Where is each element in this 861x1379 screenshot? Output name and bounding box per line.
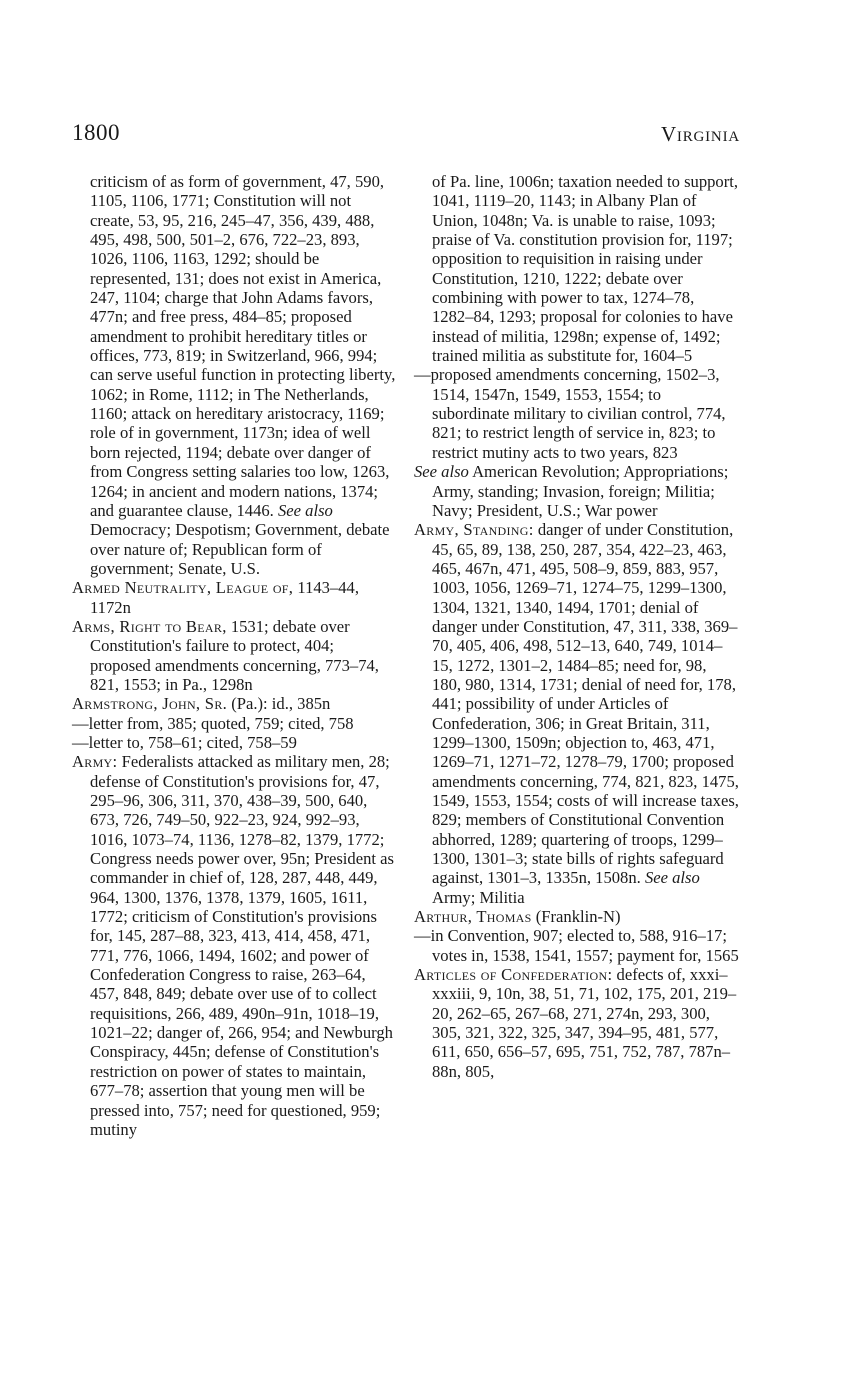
index-subentry: —letter to, 758–61; cited, 758–59 bbox=[72, 732, 297, 752]
see-also-text: Army; Militia bbox=[432, 887, 525, 907]
entry-heading: Army: bbox=[72, 752, 118, 772]
index-entry-continued bbox=[72, 172, 397, 578]
see-also-text: Democracy; Despotism; Government, debate over nature of; Republican form of government; Senate, U.S. bbox=[90, 520, 390, 578]
entry-heading: Arms, Right to Bear, bbox=[72, 616, 227, 636]
left-column bbox=[72, 172, 397, 1139]
page-number: 1800 bbox=[72, 120, 120, 145]
index-entry-army bbox=[72, 752, 397, 1139]
see-also-text: American Revolution; Appropriations; Army, standing; Invasion, foreign; Militia; Navy; President, U.S.; War power bbox=[432, 462, 729, 520]
index-entry-arthur bbox=[414, 907, 739, 926]
entry-text: (Pa.): id., 385n bbox=[231, 694, 331, 714]
page-header bbox=[72, 120, 740, 152]
see-also-label: See also bbox=[644, 868, 700, 888]
entry-text: defects of, xxxi–xxxiii, 9, 10n, 38, 51, 71, 102, 175, 201, 219–20, 262–65, 267–68, 271, 274n, 293, 300, 305, 321, 322, 325, 347, 394–95, 481, 577, 611, 650, 656–57, 695, 751, 752, 787, 787n–88n, 805, bbox=[432, 965, 737, 1081]
entry-heading: Army, Standing: bbox=[414, 520, 534, 540]
entry-heading: Articles of Confederation: bbox=[414, 965, 613, 985]
index-subentry: —in Convention, 907; elected to, 588, 916–17; votes in, 1538, 1541, 1557; payment for, 1565 bbox=[414, 926, 739, 965]
index-subentry: —proposed amendments concerning, 1502–3, 1514, 1547n, 1549, 1553, 1554; to subordinate military to civilian control, 774, 821; to restrict length of service in, 823; to restrict mutiny acts to two years, 823 bbox=[414, 365, 726, 462]
entry-heading: Arthur, Thomas bbox=[414, 907, 532, 927]
index-entry-articles-of-confederation bbox=[414, 965, 739, 1081]
entry-heading: Armed Neutrality, League of, bbox=[72, 578, 294, 598]
index-entry-armstrong bbox=[72, 694, 397, 713]
entry-text: danger of under Constitution, 45, 65, 89, 138, 250, 287, 354, 422–23, 463, 465, 467n, 471, 495, 508–9, 859, 883, 957, 1003, 1056, 1269–71, 1274–75, 1299–1300, 1304, 1321, 1340, 1494, 1701; denial of danger under Constitution, 47, 311, 338, 369–70, 405, 406, 498, 512–13, 640, 749, 1014–15, 1272, 1301–2, 1484–85; need for, 98, 180, 980, 1314, 1731; denial of need for, 178, 441; possibility of under Articles of Confederation, 306; in Great Britain, 311, 1299–1300, 1509n; objection to, 463, 471, 1269–71, 1271–72, 1278–79, 1700; proposed amendments concerning, 774, 821, 823, 1475, 1549, 1553, 1554; costs of will increase taxes, 829; members of Constitutional Convention abhorred, 1289; quartering of troops, 1299–1300, 1301–3; state bills of rights safeguard against, 1301–3, 1335n, 1508n. bbox=[432, 520, 739, 888]
entry-text: criticism of as form of government, 47, 590, 1105, 1106, 1771; Constitution will not create, 53, 95, 216, 245–47, 356, 439, 488, 495, 498, 500, 501–2, 676, 722–23, 893, 1026, 1106, 1163, 1292; should be represented, 131; does not exist in America, 247, 1104; charge that John Adams favors, 477n; and free press, 484–85; proposed amendment to prohibit hereditary titles or offices, 773, 819; in Switzerland, 966, 994; can serve useful function in protecting liberty, 1062; in Rome, 1112; in The Netherlands, 1160; attack on hereditary aristocracy, 1169; role of in government, 1173n; idea of well born rejected, 1194; debate over danger of from Congress setting salaries too low, 1263, 1264; in ancient and modern nations, 1374; and guarantee clause, 1446. bbox=[90, 172, 396, 520]
entry-heading: Armstrong, John, Sr. bbox=[72, 694, 228, 714]
entry-text: (Franklin-N) bbox=[535, 907, 621, 927]
running-head: Virginia bbox=[660, 122, 740, 146]
index-entry-army-standing bbox=[414, 520, 739, 907]
entry-text: Federalists attacked as military men, 28; defense of Constitution's provisions for, 47, 295–96, 306, 311, 370, 438–39, 500, 640, 673, 726, 749–50, 922–23, 924, 992–93, 1016, 1073–74, 1136, 1278–82, 1379, 1772; Congress needs power over, 95n; President as commander in chief of, 128, 287, 448, 449, 964, 1300, 1376, 1378, 1379, 1605, 1611, 1772; criticism of Constitution's provisions for, 145, 287–88, 323, 413, 414, 458, 471, 771, 776, 1066, 1494, 1602; and power of Confederation Congress to raise, 263–64, 457, 848, 849; debate over use of to collect requisitions, 266, 489, 490n–91n, 1018–19, 1021–22; danger of, 266, 954; and Newburgh Conspiracy, 445n; defense of Constitution's restriction on power of states to maintain, 677–78; assertion that young men will be pressed into, 757; need for questioned, 959; mutiny bbox=[90, 752, 394, 1139]
see-also-label: See also bbox=[414, 462, 469, 482]
index-entry-armed-neutrality bbox=[72, 578, 397, 617]
index-entry-army-continued: of Pa. line, 1006n; taxation needed to support, 1041, 1119–20, 1143; in Albany Plan of Union, 1048n; Va. is unable to raise, 1093; praise of Va. constitution provision for, 1197; opposition to requisition in raising under Constitution, 1210, 1222; debate over combining with power to tax, 1274–78, 1282–84, 1293; proposal for colonies to have instead of militia, 1298n; expense of, 1492; trained militia as substitute for, 1604–5 bbox=[432, 172, 739, 366]
see-also-entry bbox=[414, 462, 739, 520]
entry-text: 1143–44, 1172n bbox=[90, 578, 360, 617]
see-also-label: See also bbox=[278, 500, 333, 520]
index-subentry: —letter from, 385; quoted, 759; cited, 758 bbox=[72, 713, 354, 733]
right-column bbox=[414, 172, 739, 1081]
entry-text: 1531; debate over Constitution's failure to protect, 404; proposed amendments concerning, 773–74, 821, 1553; in Pa., 1298n bbox=[90, 616, 379, 694]
index-entry-arms-right-to-bear bbox=[72, 617, 397, 694]
